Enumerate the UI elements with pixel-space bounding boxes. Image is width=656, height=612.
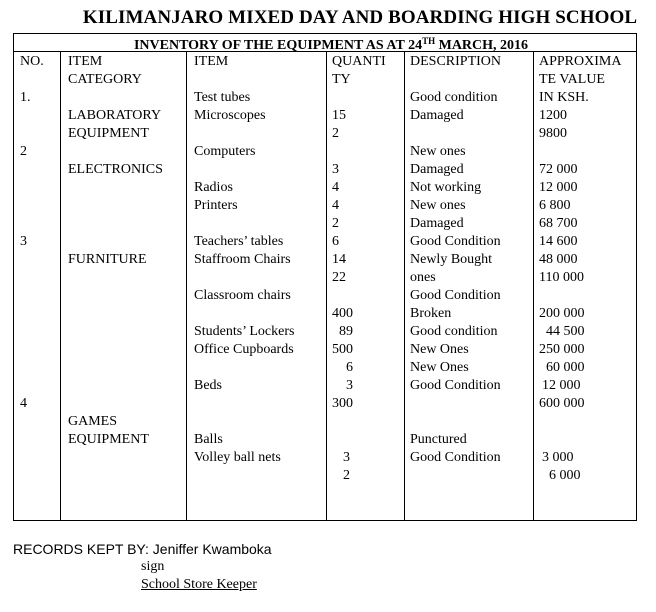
quantity-value: 3 — [332, 162, 339, 177]
value-amount: 12 000 — [542, 378, 581, 393]
quantity-value: 6 — [332, 234, 339, 249]
quantity-value: 3 — [346, 378, 353, 393]
value-amount: 14 600 — [539, 234, 578, 249]
quantity-value: 4 — [332, 198, 339, 213]
item-name: Staffroom Chairs — [194, 252, 291, 267]
item-category: GAMES — [68, 414, 118, 429]
value-amount: 6 800 — [539, 198, 571, 213]
description-value: Not working — [410, 180, 482, 195]
quantity-value: 2 — [343, 468, 350, 483]
description-value: Good Condition — [410, 234, 501, 249]
subtitle-superscript: TH — [422, 36, 436, 46]
value-amount: 72 000 — [539, 162, 578, 177]
description-value: Good Condition — [410, 378, 501, 393]
value-amount: 44 500 — [546, 324, 585, 339]
quantity-value: 6 — [346, 360, 353, 375]
header-category-line1: ITEM — [68, 54, 103, 69]
description-value: Newly Bought — [410, 252, 493, 267]
quantity-value: 22 — [332, 270, 346, 285]
header-quantity-line2: TY — [332, 72, 351, 87]
item-category: EQUIPMENT — [68, 126, 149, 141]
header-value-line3: IN KSH. — [539, 90, 589, 105]
item-category: ELECTRONICS — [68, 162, 163, 177]
value-amount: 9800 — [539, 126, 567, 141]
header-value-line2: TE VALUE — [539, 72, 605, 87]
description-value: Good Condition — [410, 288, 501, 303]
quantity-value: 2 — [332, 126, 339, 141]
value-amount: 68 700 — [539, 216, 578, 231]
row-number: 4 — [20, 396, 27, 411]
description-value: Good condition — [410, 324, 498, 339]
header-item: ITEM — [194, 54, 229, 69]
signatory-role: School Store Keeper — [141, 577, 257, 592]
header-description: DESCRIPTION — [410, 54, 502, 69]
column-divider — [60, 51, 61, 521]
value-amount: 600 000 — [539, 396, 585, 411]
value-amount: 3 000 — [542, 450, 574, 465]
item-name: Radios — [194, 180, 233, 195]
item-name: Classroom chairs — [194, 288, 291, 303]
column-divider — [533, 51, 534, 521]
school-name: KILIMANJARO MIXED DAY AND BOARDING HIGH SCHOOL — [82, 7, 638, 28]
header-quantity-line1: QUANTI — [332, 54, 386, 69]
table-header-divider — [13, 51, 637, 52]
description-value: New ones — [410, 198, 466, 213]
item-name: Test tubes — [194, 90, 251, 105]
value-amount: 60 000 — [546, 360, 585, 375]
item-name: Volley ball nets — [194, 450, 281, 465]
quantity-value: 14 — [332, 252, 346, 267]
quantity-value: 4 — [332, 180, 339, 195]
quantity-value: 89 — [339, 324, 353, 339]
header-value-line1: APPROXIMA — [539, 54, 622, 69]
sign-label: sign — [141, 559, 165, 574]
value-amount: 1200 — [539, 108, 567, 123]
description-value: Damaged — [410, 162, 464, 177]
value-amount: 110 000 — [539, 270, 584, 285]
header-category-line2: CATEGORY — [68, 72, 142, 87]
item-category: EQUIPMENT — [68, 432, 149, 447]
column-divider — [186, 51, 187, 521]
item-name: Printers — [194, 198, 238, 213]
description-value: Damaged — [410, 108, 464, 123]
description-value: ones — [410, 270, 436, 285]
description-value: New Ones — [410, 360, 469, 375]
row-number: 2 — [20, 144, 27, 159]
value-amount: 48 000 — [539, 252, 578, 267]
description-value: Punctured — [410, 432, 467, 447]
quantity-value: 500 — [332, 342, 353, 357]
description-value: Damaged — [410, 216, 464, 231]
column-divider — [404, 51, 405, 521]
description-value: Good condition — [410, 90, 498, 105]
quantity-value: 400 — [332, 306, 353, 321]
quantity-value: 300 — [332, 396, 353, 411]
item-name: Computers — [194, 144, 256, 159]
description-value: Broken — [410, 306, 452, 321]
item-category: FURNITURE — [68, 252, 147, 267]
value-amount: 250 000 — [539, 342, 585, 357]
value-amount: 12 000 — [539, 180, 578, 195]
item-name: Teachers’ tables — [194, 234, 284, 249]
item-name: Beds — [194, 378, 222, 393]
records-kept-by: RECORDS KEPT BY: Jeniffer Kwamboka — [13, 541, 272, 557]
description-value: New ones — [410, 144, 466, 159]
value-amount: 6 000 — [549, 468, 581, 483]
subtitle-prefix: INVENTORY OF THE EQUIPMENT AS AT 24 — [133, 38, 423, 53]
row-number: 3 — [20, 234, 27, 249]
column-divider — [326, 51, 327, 521]
value-amount: 200 000 — [539, 306, 585, 321]
subtitle-suffix: MARCH, 2016 — [435, 38, 529, 53]
item-name: Students’ Lockers — [194, 324, 295, 339]
header-no: NO. — [20, 54, 44, 69]
item-name: Office Cupboards — [194, 342, 294, 357]
quantity-value: 2 — [332, 216, 339, 231]
description-value: Good Condition — [410, 450, 501, 465]
quantity-value: 15 — [332, 108, 346, 123]
description-value: New Ones — [410, 342, 469, 357]
quantity-value: 3 — [343, 450, 350, 465]
item-category: LABORATORY — [68, 108, 162, 123]
row-number: 1. — [20, 90, 31, 105]
item-name: Microscopes — [194, 108, 266, 123]
item-name: Balls — [194, 432, 223, 447]
